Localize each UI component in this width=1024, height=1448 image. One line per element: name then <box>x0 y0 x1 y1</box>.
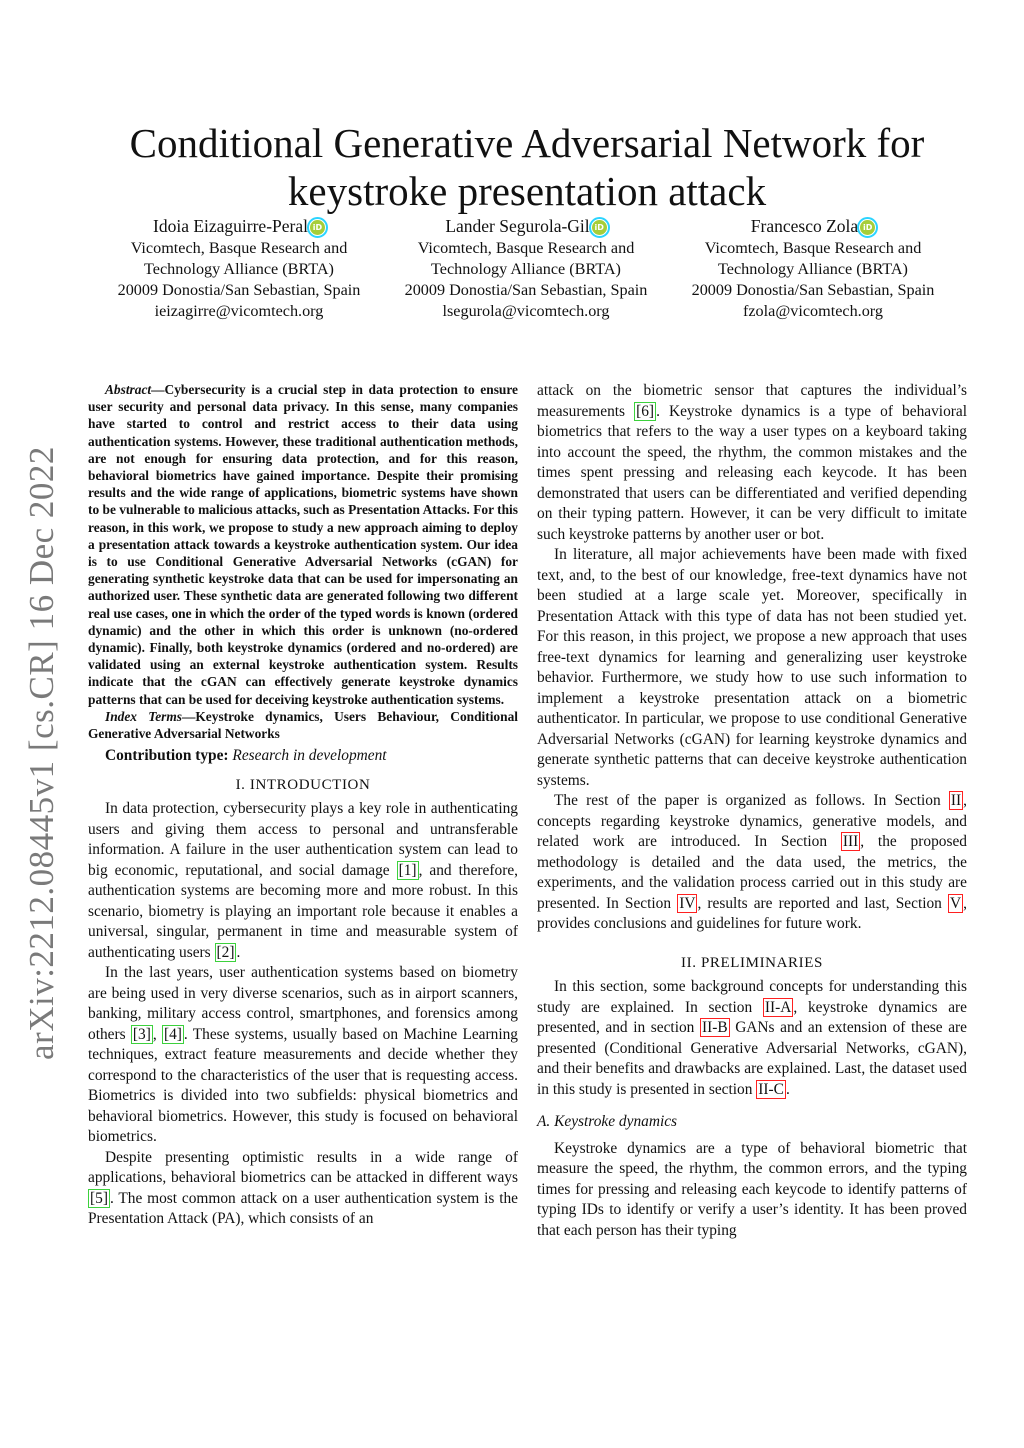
citation-link[interactable]: [6] <box>636 402 655 420</box>
section-ref-link[interactable]: II-A <box>764 998 792 1016</box>
intro-paragraph-4: In literature, all major achievements have been made with fixed text, and, to the best of our knowledge, free-text dynamics have not been studied at a large scale yet. Moreover, specifically in Presentation Attack with this type of data has not been studied yet. For this reason, in this project, we propose a new approach that uses free-text dynamics for learning and generalizing user keystroke behavior. Furthermore, we study how to use such information to implement a keystroke presentation attack on a biometric authenticator. In particular, we propose to use conditional Generative Adversarial Networks (cGAN) for learning keystroke dynamics and generate synthetic patterns that can deceive keystroke authentication systems. <box>537 546 967 789</box>
index-terms <box>88 708 518 742</box>
author-address: 20009 Donostia/San Sebastian, Spain <box>117 281 361 299</box>
citation-link[interactable]: [1] <box>398 861 417 879</box>
citation-link[interactable]: [5] <box>90 1189 108 1207</box>
author-affiliation: Technology Alliance (BRTA) <box>431 260 621 278</box>
section-ref-link[interactable]: II-C <box>758 1080 784 1098</box>
index-terms-text: —Keystroke dynamics, Users Behaviour, Conditional Generative Adversarial Networks <box>88 708 518 742</box>
author-1 <box>96 214 382 322</box>
author-affiliation: Vicomtech, Basque Research and <box>130 239 348 257</box>
citation-link[interactable]: [3] <box>132 1025 151 1043</box>
section-ref-link[interactable]: II <box>950 792 962 809</box>
orcid-icon[interactable]: iD <box>310 220 325 235</box>
author-affiliation: Technology Alliance (BRTA) <box>144 260 334 278</box>
citation-link[interactable]: [2] <box>216 943 235 961</box>
intro-paragraph-3-continued: attack on the biometric sensor that captures the individual’s measurements [6] . Keystroke dynamics is a type of behavioral biometrics that refers to the way a user types on a keyboard taking into account the speed, the rhythm, the common mistakes and the times spent pressing and releasing each keycode. It has been demonstrated that users can be differentiated and verified depending on their typing pattern. However, it can be very difficult to imitate such keystroke patterns by another user or bot. <box>537 382 967 543</box>
author-2 <box>383 214 669 322</box>
keystroke-paragraph-1: Keystroke dynamics are a type of behavioral biometric that measure the speed, the rhythm, the common errors, and the typing times for pressing and releasing each keycode to identify patterns of typing IDs to identify or verify a user’s identity. It has been proved that each person has their typing <box>537 1139 967 1239</box>
section-heading-preliminaries: II. PRELIMINARIES <box>681 954 823 971</box>
left-column <box>88 381 518 1230</box>
intro-paragraph-5: The rest of the paper is organized as follows. In Section II , concepts regarding keystroke dynamics, generative models, and related work are introduced. In Section III , the proposed methodology is detailed and the data used, the metrics, the experiments, and the validation process carried out in this study are presented. In Section IV , results are reported and last, Section V , provides conclusions and guidelines for future work. <box>537 792 967 932</box>
author-name: Francesco Zola iD <box>670 214 956 238</box>
intro-paragraph-2: In the last years, user authentication systems based on biometry are being used in very diverse scenarios, such as in airport scanners, banking, military access control, smartphones, and forensics among others [3] , [4] . These systems, usually based on Machine Learning techniques, extract feature measurements and decide whether they correspond to the characteristics of the user that is requesting access. Biometrics is divided into two subfields: physical biometrics and behavioral biometrics. However, this study is focused on behavioral biometrics. <box>88 964 518 1146</box>
author-email: fzola@vicomtech.org <box>742 302 883 320</box>
abstract-lead: Abstract <box>105 382 152 397</box>
title-line-1: Conditional Generative Adversarial Network for <box>129 120 925 167</box>
contribution-label: Contribution type: <box>105 747 229 765</box>
author-email: lsegurola@vicomtech.org <box>442 302 610 320</box>
right-column <box>537 381 967 1241</box>
author-affiliation: Technology Alliance (BRTA) <box>718 260 908 278</box>
orcid-icon[interactable]: iD <box>592 220 607 235</box>
author-affiliation: Vicomtech, Basque Research and <box>417 239 635 257</box>
prelim-paragraph-1: In this section, some background concepts for understanding this study are explained. In section II-A , keystroke dynamics are presented, and in section II-B GANs and an extension of these are presented (Conditional Generative Adversarial Networks, cGAN), and their benefits and drawbacks are explained. Last, the dataset used in this study is presented in section II-C . <box>537 978 968 1098</box>
author-name: Idoia Eizaguirre-Peral iD <box>96 214 382 238</box>
author-address: 20009 Donostia/San Sebastian, Spain <box>691 281 935 299</box>
section-ref-link[interactable]: III <box>842 833 859 850</box>
citation-link[interactable]: [4] <box>163 1025 182 1043</box>
author-affiliation: Vicomtech, Basque Research and <box>704 239 922 257</box>
section-ref-link[interactable]: II-B <box>701 1019 728 1036</box>
arxiv-identifier: arXiv:2212.08445v1 [cs.CR] 16 Dec 2022 <box>22 446 61 1060</box>
author-name: Lander Segurola-Gil iD <box>383 214 669 238</box>
orcid-icon[interactable]: iD <box>860 220 875 235</box>
abstract-text: —Cybersecurity is a crucial step in data protection to ensure user security and personal data privacy. In this sense, many companies have started to control and restrict access to their data using authentication systems. However, these traditional authentication methods, are not enough for ensuring data protection, and for this reason, behavioral biometrics have gained importance. Despite their promising results and the wide range of applications, biometric systems have shown to be vulnerable to malicious attacks, such as Presentation Attacks. For this reason, in this work, we propose to study a new approach aiming to deploy a presentation attack towards a keystroke authentication system. Our idea is to use Conditional Generative Adversarial Networks (cGAN) for generating synthetic keystroke data that can be used for impersonating an authorized user. These synthetic data are generated following two different real use cases, one in which the order of the typed words is known (ordered dynamic) and the other in which this order is unknown (no-ordered dynamic). Finally, both keystroke dynamics (ordered and no-ordered) are validated using an external keystroke authentication system. Results indicate that the cGAN can effectively generate keystroke dynamics patterns that can be used for deceiving keystroke authentication systems. <box>88 382 518 707</box>
intro-paragraph-3: Despite presenting optimistic results in a wide range of applications, behavioral biometrics can be attacked in different ways [5] . The most common attack on a user authentication system is the Presentation Attack (PA), which consists of an <box>88 1148 518 1228</box>
author-block <box>96 214 956 322</box>
paper-title <box>90 119 964 215</box>
section-ref-link[interactable]: V <box>950 894 962 912</box>
index-terms-lead: Index Terms <box>105 708 182 724</box>
author-3 <box>670 214 956 322</box>
subsection-heading-keystroke: A. Keystroke dynamics <box>537 1113 678 1130</box>
author-email: ieizagirre@vicomtech.org <box>154 302 324 320</box>
author-address: 20009 Donostia/San Sebastian, Spain <box>404 281 648 299</box>
section-ref-link[interactable]: IV <box>679 894 696 912</box>
intro-paragraph-1: In data protection, cybersecurity plays a key role in authenticating users and giving them access to personal and untransferable information. A failure in the user authentication system can lead to big economic, reputational, and social damage [1] , and therefore, authentication systems are becoming more and more robust. In this scenario, biometry is playing an important role because it enables a universal, singular, permanent in time and measurable system of authenticating users [2] . <box>88 800 518 961</box>
abstract <box>88 381 518 708</box>
contribution-type <box>105 746 518 767</box>
contribution-value: Research in development <box>232 747 387 765</box>
title-line-2: keystroke presentation attack <box>287 168 767 215</box>
section-heading-introduction: I. INTRODUCTION <box>235 776 371 793</box>
